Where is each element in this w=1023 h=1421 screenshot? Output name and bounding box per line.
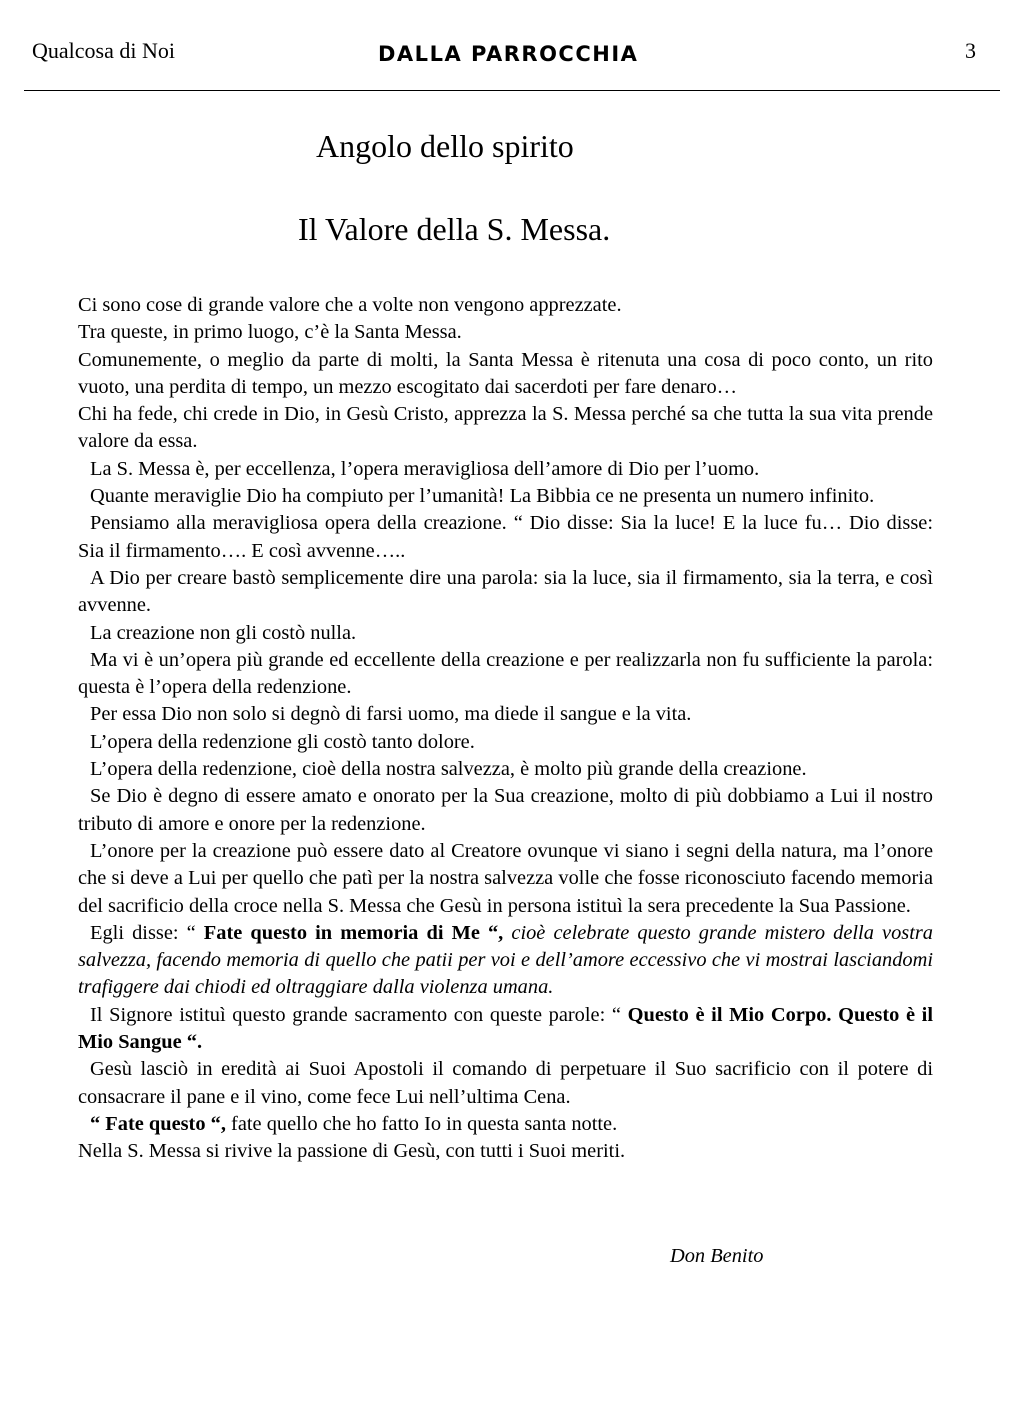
paragraph: Per essa Dio non solo si degnò di farsi uomo, ma diede il sangue e la vita. [90,703,692,726]
quote-italic: cioè celebrate questo grande mistero della vostra salvezza, facendo memoria di quello che patii per voi e dell’amore eccessivo che vi mostrai lasciandomi trafiggere dai chiodi ed oltraggiare dalla violenza umana. [78,921,933,999]
fate-questo-rest: fate quello che ho fatto Io in questa santa notte. [225,1112,618,1135]
paragraph: Chi ha fede, chi crede in Dio, in Gesù Cristo, apprezza la S. Messa perché sa che tutta la sua vita prende valore da essa. [78,403,933,453]
section-header: DALLA PARROCCHIA [378,42,639,66]
article-body [78,292,933,1166]
sacrament-bold: Questo è il Mio Corpo. Questo è il Mio Sangue “. [78,1003,934,1054]
paragraph: La creazione non gli costò nulla. [90,621,357,644]
publication-name: Qualcosa di Noi [32,38,175,63]
paragraph: Gesù lasciò in eredità ai Suoi Apostoli il comando di perpetuare il Suo sacrificio con il potere di consacrare il pane e il vino, come fece Lui nell’ultima Cena. [78,1058,933,1108]
paragraph: L’opera della redenzione gli costò tanto dolore. [90,730,475,753]
paragraph: Ci sono cose di grande valore che a volte non vengono apprezzate. [78,294,622,316]
page-number: 3 [965,38,976,63]
paragraph: Pensiamo alla meravigliosa opera della creazione. “ Dio disse: Sia la luce! E la luce fu… Dio disse: Sia il firmamento…. E così avvenne….. [78,512,933,562]
paragraph-fate-questo [78,1111,933,1138]
fate-questo-bold: “ Fate questo “, [90,1112,226,1135]
paragraph-quote [78,920,933,1002]
page-header [24,0,1000,91]
article-title: Il Valore della S. Messa. [298,211,611,247]
paragraph: Tra queste, in primo luogo, c’è la Santa Messa. [78,321,462,344]
paragraph: La S. Messa è, per eccellenza, l’opera meravigliosa dell’amore di Dio per l’uomo. [90,457,760,480]
author-signature: Don Benito [670,1245,764,1267]
paragraph: L’onore per la creazione può essere dato al Creatore ovunque vi siano i segni della natura, ma l’onore che si deve a Lui per quello che patì per la nostra salvezza volle che fosse riconosciuto facendo memoria del sacrificio della croce nella S. Messa che Gesù in persona istituì la sera precedente la Sua Passione. [78,839,933,917]
paragraph: Nella S. Messa si rivive la passione di Gesù, con tutti i Suoi meriti. [78,1140,626,1163]
sacrament-intro: Il Signore istituì questo grande sacramento con queste parole: “ [90,1003,628,1026]
paragraph: Ma vi è un’opera più grande ed eccellente della creazione e per realizzarla non fu sufficiente la parola: questa è l’opera della redenzione. [78,648,933,699]
paragraph: Comunemente, o meglio da parte di molti, la Santa Messa è ritenuta una cosa di poco conto, un rito vuoto, una perdita di tempo, un mezzo escogitato dai sacerdoti per fare denaro… [78,348,933,398]
section-title: Angolo dello spirito [316,128,574,164]
quote-intro: Egli disse: “ [90,921,204,944]
paragraph: L’opera della redenzione, cioè della nostra salvezza, è molto più grande della creazione. [90,758,807,781]
paragraph: Quante meraviglie Dio ha compiuto per l’umanità! La Bibbia ce ne presenta un numero infinito. [90,485,875,508]
paragraph-sacrament [78,1002,933,1057]
paragraph: Se Dio è degno di essere amato e onorato per la Sua creazione, molto di più dobbiamo a Lui il nostro tributo di amore e onore per la redenzione. [78,785,933,835]
quote-bold: Fate questo in memoria di Me “, [203,921,504,944]
paragraph: A Dio per creare bastò semplicemente dire una parola: sia la luce, sia il firmamento, sia la terra, e così avvenne. [78,566,933,617]
